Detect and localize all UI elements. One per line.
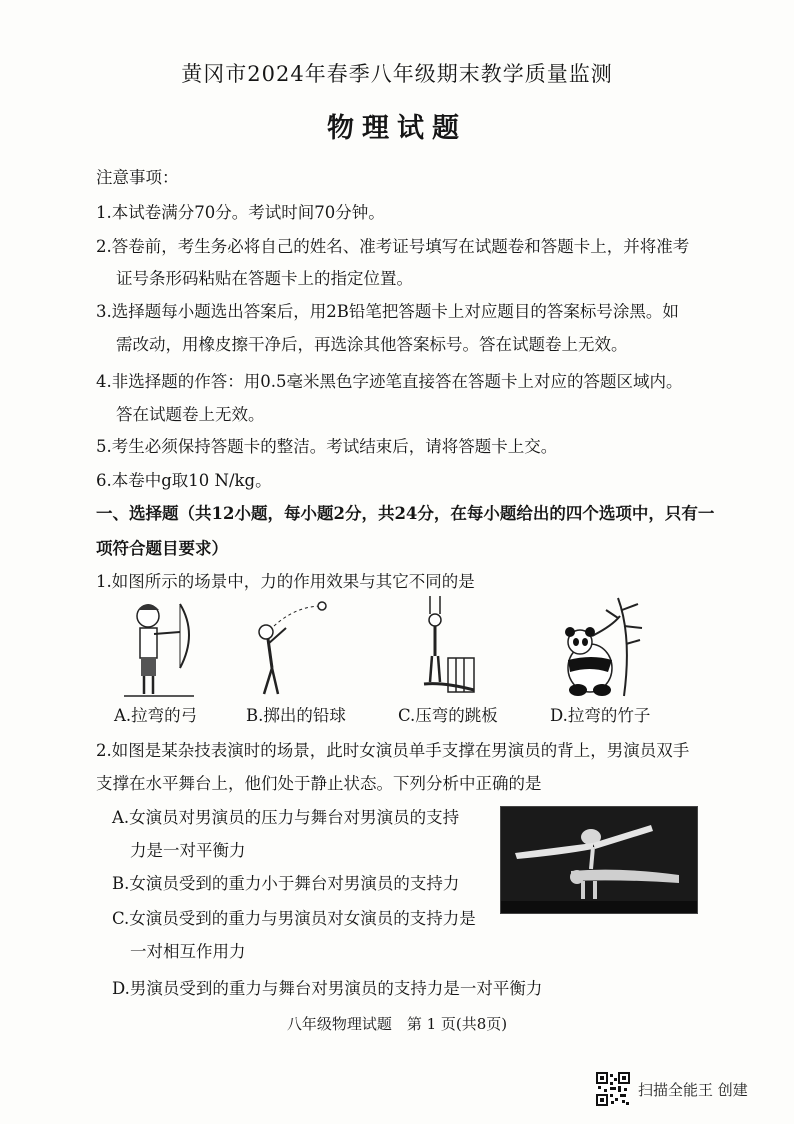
- notice-line: 5.考生必须保持答题卡的整洁。考试结束后，请将答题卡上交。: [96, 437, 558, 456]
- qr-code-icon: [596, 1072, 630, 1106]
- q1-option-d: D.拉弯的竹子: [550, 706, 651, 725]
- section-heading-cont: 项符合题目要求）: [96, 539, 228, 558]
- question-1-stem: 1.如图所示的场景中，力的作用效果与其它不同的是: [96, 572, 475, 591]
- girl-bow-illustration: [118, 596, 198, 700]
- page-footer: 八年级物理试题 第 1 页(共8页): [286, 1015, 508, 1033]
- question-2-stem: 2.如图是某杂技表演时的场景，此时女演员单手支撑在男演员的背上，男演员双手: [96, 741, 690, 760]
- notice-heading: 注意事项：: [96, 168, 179, 187]
- q2-option-d: D.男演员受到的重力与舞台对男演员的支持力是一对平衡力: [112, 979, 543, 998]
- subject-title: 物理试题: [327, 113, 467, 144]
- q2-option-a-cont: 力是一对平衡力: [130, 841, 246, 860]
- question-2-stem-cont: 支撑在水平舞台上，他们处于静止状态。下列分析中正确的是: [96, 774, 542, 793]
- q1-option-a: A.拉弯的弓: [114, 706, 198, 725]
- panda-bamboo-illustration: [552, 596, 648, 700]
- q1-option-c: C.压弯的跳板: [398, 706, 498, 725]
- notice-line: 1.本试卷满分70分。考试时间70分钟。: [96, 203, 385, 222]
- notice-line: 答在试题卷上无效。: [116, 405, 265, 424]
- shot-put-illustration: [246, 596, 330, 700]
- q2-option-b: B.女演员受到的重力小于舞台对男演员的支持力: [112, 874, 460, 893]
- q2-option-c: C.女演员受到的重力与男演员对女演员的支持力是: [112, 909, 476, 928]
- diving-board-illustration: [404, 596, 484, 700]
- notice-line: 3.选择题每小题选出答案后，用2B铅笔把答题卡上对应题目的答案标号涂黑。如: [96, 302, 679, 321]
- q2-option-c-cont: 一对相互作用力: [130, 942, 246, 961]
- scanner-watermark-text: 扫描全能王 创建: [638, 1080, 748, 1099]
- notice-line: 4.非选择题的作答：用0.5毫米黑色字迹笔直接答在答题卡上对应的答题区域内。: [96, 372, 683, 391]
- notice-line: 2.答卷前，考生务必将自己的姓名、准考证号填写在试题卷和答题卡上，并将准考: [96, 237, 690, 256]
- q1-option-b: B.掷出的铅球: [246, 706, 346, 725]
- exam-title: 黄冈市2024年春季八年级期末教学质量监测: [181, 62, 613, 86]
- q2-option-a: A.女演员对男演员的压力与舞台对男演员的支持: [112, 808, 460, 827]
- scanner-watermark: [596, 1072, 748, 1106]
- notice-line: 6.本卷中g取10 N/kg。: [96, 471, 272, 490]
- notice-line: 需改动，用橡皮擦干净后，再选涂其他答案标号。答在试题卷上无效。: [116, 335, 628, 354]
- section-heading: 一、选择题（共12小题，每小题2分，共24分，在每小题给出的四个选项中，只有一: [96, 504, 715, 523]
- notice-line: 证号条形码粘贴在答题卡上的指定位置。: [116, 269, 413, 288]
- acrobat-photo: [500, 806, 698, 914]
